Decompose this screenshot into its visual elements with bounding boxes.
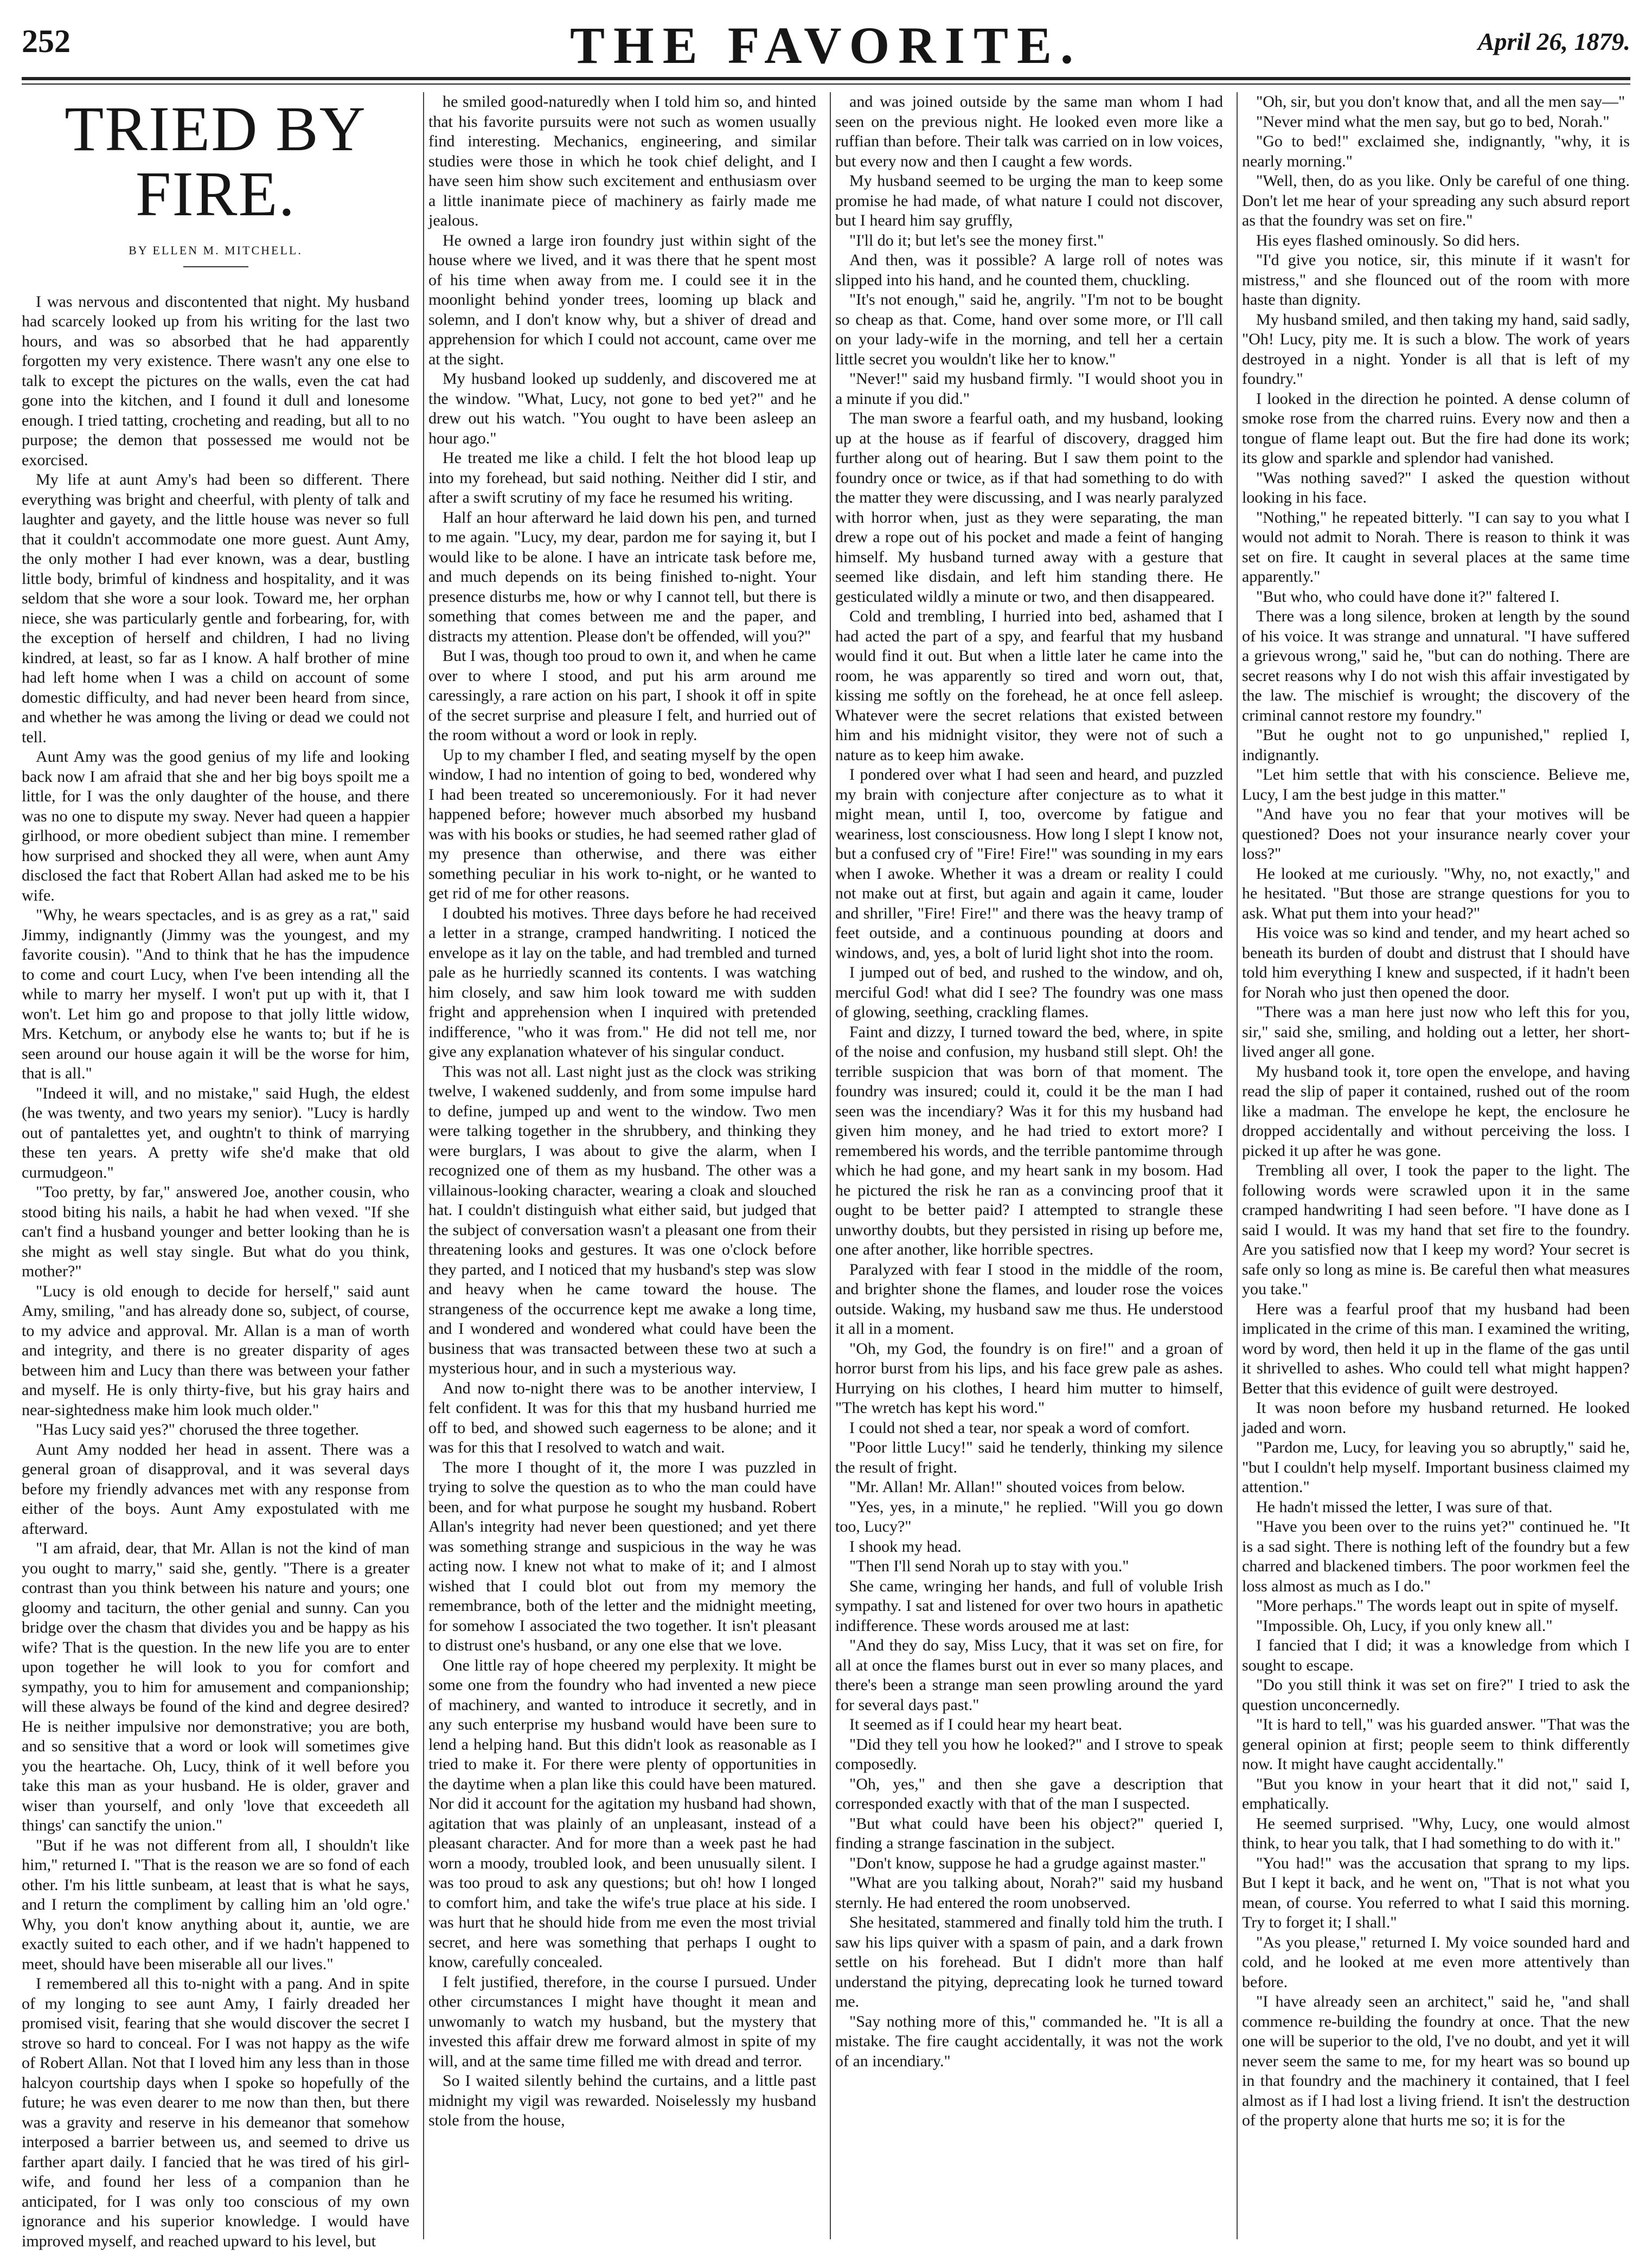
article-paragraph: One little ray of hope cheered my perplexity. It might be some one from the foundry who had invented a new piece of machinery, and wanted to introduce it secretly, and in any such enterprise my husband would have been sure to lend a helping hand. But this didn't look as reasonable as I tried to make it. For there were plenty of opportunities in the daytime when a plan like this could have been matured. Nor did it account for the agitation my husband had shown, agitation that was plainly of an unpleasant, instead of a pleasant character. And for more than a week past he had worn a moody, troubled look, and been unusually silent. I was too proud to ask any questions; but oh! how I longed to comfort him, and take the wife's true place at his side. I was hurt that he should hide from me even the most trivial secret, and here was something that perhaps I ought to know, carefully concealed. <box>428 1656 816 1971</box>
article-paragraph: His voice was so kind and tender, and my heart ached so beneath its burden of doubt and distrust that I should have told him everything I knew and suspected, if it hadn't been for Norah who just then opened the door. <box>1242 924 1630 1001</box>
article-column-2 <box>428 92 816 2239</box>
article-paragraph: "Never!" said my husband firmly. "I would shoot you in a minute if you did." <box>835 370 1223 408</box>
article-paragraph: My husband smiled, and then taking my hand, said sadly, "Oh! Lucy, pity me. It is such a blow. The work of years destroyed in a night. Yonder is all that is left of my foundry." <box>1242 310 1630 388</box>
article-paragraph: My husband seemed to be urging the man to keep some promise he had made, of what nature I could not discover, but I heard him say gruffly, <box>835 172 1223 229</box>
article-paragraph: And now to-night there was to be another interview, I felt confident. It was for this that my husband hurried me off to bed, and showed such eagerness to be alone; and it was for this that I resolved to watch and wait. <box>428 1379 816 1456</box>
page-header <box>22 15 1630 75</box>
article-paragraph: "Never mind what the men say, but go to bed, Norah." <box>1256 112 1610 131</box>
article-paragraph: There was a long silence, broken at length by the sound of his voice. It was strange and unnatural. "I have suffered a grievous wrong," said he, "but can do nothing. There are secret reasons why I do not wish this affair investigated by the law. The mischief is wrought; the discovery of the criminal cannot restore my foundry." <box>1242 607 1630 724</box>
article-paragraph: he smiled good-naturedly when I told him so, and hinted that his favorite pursuits were not such as women usually find interesting. Mechanics, engineering, and similar studies were those in which he took chief delight, and I have seen him show such excitement and enthusiasm over a little inanimate piece of machinery as fairly made me jealous. <box>428 93 816 229</box>
article-paragraph: "Yes, yes, in a minute," he replied. "Will you go down too, Lucy?" <box>835 1498 1223 1535</box>
article-paragraph: "Mr. Allan! Mr. Allan!" shouted voices from below. <box>849 1478 1186 1496</box>
column-text <box>1242 92 1630 2131</box>
article-paragraph: My life at aunt Amy's had been so different. There everything was bright and cheerful, with plenty of talk and laughter and gayety, and the little house was never so full that it couldn't accommodate one more guest. Aunt Amy, the only mother I had ever known, was a dear, bustling little body, brimful of kindness and hospitality, and it was seldom that she wore a sour look. Toward me, her orphan niece, she was particularly gentle and forbearing, for, with the exception of herself and children, I had no living kindred, at least, so far as I know. A half brother of mine had left home when I was a child on account of some domestic difficulty, and had never been heard from since, and whether he was among the living or dead we could not tell. <box>22 471 409 746</box>
article-paragraph: It was noon before my husband returned. He looked jaded and worn. <box>1242 1399 1630 1437</box>
article-paragraph: Paralyzed with fear I stood in the middle of the room, and brighter shone the flames, and louder rose the voices outside. Waking, my husband saw me thus. He understood it all in a moment. <box>835 1260 1223 1338</box>
article-paragraph: "More perhaps." The words leapt out in spite of myself. <box>1256 1597 1618 1615</box>
article-title: TRIED BY FIRE. <box>65 93 367 229</box>
article-paragraph: "Nothing," he repeated bitterly. "I can say to you what I would not admit to Norah. There is reason to think it was set on fire. It caught in several places at the same time apparently." <box>1242 508 1630 586</box>
header-rule-thin <box>22 83 1630 85</box>
article-paragraph: I fancied that I did; it was a knowledge from which I sought to escape. <box>1242 1636 1630 1674</box>
article-column-4 <box>1242 92 1630 2239</box>
article-paragraph: "Have you been over to the ruins yet?" continued he. "It is a sad sight. There is nothing left of the foundry but a few charred and blackened timbers. The poor workmen feel the loss almost as much as I do." <box>1242 1518 1630 1595</box>
article-paragraph: "It's not enough," said he, angrily. "I'm not to be bought so cheap as that. Come, hand over some more, or I'll call on your lady-wife in the morning, and tell her a certain little secret you wouldn't like her to know." <box>835 291 1223 368</box>
article-paragraph: "And they do say, Miss Lucy, that it was set on fire, for all at once the flames burst out in ever so many places, and there's been a strange man seen prowling around the yard for several days past." <box>835 1636 1223 1714</box>
article-paragraph: "There was a man here just now who left this for you, sir," said she, smiling, and holding out a letter, her short-lived anger all gone. <box>1242 1003 1630 1061</box>
article-paragraph: "Why, he wears spectacles, and is as grey as a rat," said Jimmy, indignantly (Jimmy was the youngest, and my favorite cousin). "And to think that he has the impudence to come and court Lucy, when I've been intending all the while to marry her myself. I won't put up with it, that I won't. Let him go and propose to that jolly little widow, Mrs. Ketchum, or anybody else he wants to; but if he is seen around our house again it will be the worse for him, that is all." <box>22 906 409 1082</box>
article-paragraph: "But if he was not different from all, I shouldn't like him," returned I. "That is the reason we are so fond of each other. I'm his little sunbeam, at least that is what he says, and I return the compliment by calling him an 'old ogre.' Why, you don't know anything about it, auntie, we are exactly suited to each other, and if we hadn't happened to meet, should have been miserable all our lives." <box>22 1836 409 1973</box>
column-divider <box>423 92 424 2239</box>
article-paragraph: "Go to bed!" exclaimed she, indignantly, "why, it is nearly morning." <box>1242 132 1630 170</box>
article-paragraph: She came, wringing her hands, and full of voluble Irish sympathy. I sat and listened for over two hours in apathetic indifference. These words aroused me at last: <box>835 1577 1223 1635</box>
article-paragraph: "And have you no fear that your motives will be questioned? Does not your insurance nearly cover your loss?" <box>1242 805 1630 863</box>
article-paragraph: "Don't know, suppose he had a grudge against master." <box>849 1854 1206 1872</box>
article-paragraph: "You had!" was the accusation that sprang to my lips. But I kept it back, and he went on, "That is not what you mean, of course. You referred to what I said this morning. Try to forget it; I shall." <box>1242 1854 1630 1931</box>
article-paragraph: "Indeed it will, and no mistake," said Hugh, the eldest (he was twenty, and two years my senior). "Lucy is hardly out of pantalettes yet, and oughtn't to think of marrying these ten years. A pretty wife she'd make that old curmudgeon." <box>22 1084 409 1181</box>
article-paragraph: "It is hard to tell," was his guarded answer. "That was the general opinion at first; people seem to think differently now. It might have caught accidentally." <box>1242 1716 1630 1773</box>
article-paragraph: "Was nothing saved?" I asked the question without looking in his face. <box>1242 468 1630 506</box>
article-paragraph: He hadn't missed the letter, I was sure of that. <box>1256 1498 1553 1516</box>
issue-date: April 26, 1879. <box>1477 28 1630 55</box>
article-paragraph: and was joined outside by the same man whom I had seen on the previous night. He looked even more like a ruffian than before. Their talk was carried on in low voices, but every now and then I caught a few words. <box>835 93 1223 170</box>
column-divider <box>830 92 831 2239</box>
masthead: THE FAVORITE. <box>569 16 1083 74</box>
article-paragraph: "Say nothing more of this," commanded he. "It is all a mistake. The fire caught accidentally, it was not the work of an incendiary." <box>835 2012 1223 2070</box>
column-divider <box>1237 92 1238 2239</box>
article-paragraph: Aunt Amy was the good genius of my life and looking back now I am afraid that she and her big boys spoilt me a little, for I was the only daughter of the house, and there was no one to dispute my sway. Never had queen a happier girlhood, or more obedient subject than mine. I remember how surprised and shocked they all were, when aunt Amy disclosed the fact that Robert Allan had asked me to be his wife. <box>22 748 409 904</box>
article-paragraph: "But what could have been his object?" queried I, finding a strange fascination in the subject. <box>835 1814 1223 1852</box>
article-paragraph: But I was, though too proud to own it, and when he came over to where I stood, and put his arm around me caressingly, a rare action on his part, I shook it off in spite of the secret surprise and pleasure I felt, and hurried out of the room without a word or look in reply. <box>428 647 816 744</box>
article-paragraph: Faint and dizzy, I turned toward the bed, where, in spite of the noise and confusion, my husband still slept. Oh! the terrible suspicion that was born of that moment. The foundry was insured; could it, could it be the man I had seen was the incendiary? Was it for this my husband had given him money, and he had tried to extort more? I remembered his words, and the terrible pantomime through which he had gone, and my heart sank in my bosom. Had he pictured the risk he ran as a convincing proof that it ought to be better paid? I attempted to strangle these unworthy doubts, but they persisted in rising up before me, one after another, like horrible spectres. <box>835 1023 1223 1258</box>
article-paragraph: The man swore a fearful oath, and my husband, looking up at the house as if fearful of discovery, dragged him further along out of hearing. But I saw them point to the foundry once or twice, as if that had something to do with the matter they were discussing, and I was nearly paralyzed with horror when, just as they were separating, the man drew a rope out of his pocket and made a feint of hanging himself. My husband turned away with a gesture that seemed like disdain, and left him standing there. He gesticulated wildly a minute or two, and then disappeared. <box>835 409 1223 606</box>
article-paragraph: "But you know in your heart that it did not," said I, emphatically. <box>1242 1775 1630 1813</box>
article-paragraph: I doubted his motives. Three days before he had received a letter in a strange, cramped handwriting. I noticed the envelope as it lay on the table, and had trembled and turned pale as he hurriedly scanned its contents. I was watching him closely, and saw him look toward me with sudden fright and apprehension when I inquired with pretended indifference, "who it was from." He did not tell me, nor give any explanation whatever of his singular conduct. <box>428 904 816 1061</box>
article-paragraph: "Poor little Lucy!" said he tenderly, thinking my silence the result of fright. <box>835 1438 1223 1476</box>
article-paragraph: "But who, who could have done it?" faltered I. <box>1256 587 1560 606</box>
article-paragraph: "Oh, sir, but you don't know that, and all the men say—" <box>1256 93 1625 111</box>
article-paragraph: "Let him settle that with his conscience. Believe me, Lucy, I am the best judge in this matter." <box>1242 766 1630 804</box>
article-paragraph: "Oh, yes," and then she gave a description that corresponded exactly with that of the man I suspected. <box>835 1775 1223 1813</box>
article-paragraph: He owned a large iron foundry just within sight of the house where we lived, and it was there that he spent most of his time when away from me. I could see it in the moonlight behind yonder trees, looming up black and solemn, and I don't know why, but a shiver of dread and apprehension for which I could not account, came over me at the sight. <box>428 231 816 368</box>
article-paragraph: I was nervous and discontented that night. My husband had scarcely looked up from his writing for the last two hours, and was so absorbed that he had apparently forgotten my very existence. There wasn't any one else to talk to except the pictures on the walls, even the cat had gone into the kitchen, and I found it dull and lonesome enough. I tried tatting, crocheting and reading, but all to no purpose; the demon that possessed me would not be exorcised. <box>22 292 409 469</box>
article-paragraph: "Lucy is old enough to decide for herself," said aunt Amy, smiling, "and has already done so, subject, of course, to my advice and approval. Mr. Allan is a man of worth and integrity, and there is no greater disparity of ages between him and Lucy than there was between your father and myself. He is only thirty-five, but his gray hairs and near-sightedness make him look much older." <box>22 1282 409 1419</box>
article-paragraph: "Too pretty, by far," answered Joe, another cousin, who stood biting his nails, a habit he had when vexed. "If she can't find a husband younger and better looking than he is she might as well stay single. But what do you think, mother?" <box>22 1183 409 1280</box>
article-paragraph: "Do you still think it was set on fire?" I tried to ask the question unconcernedly. <box>1242 1676 1630 1714</box>
article-paragraph: Aunt Amy nodded her head in assent. There was a general groan of disapproval, and it was several days before my friendly advances met with any response from either of the boys. Aunt Amy expostulated with me afterward. <box>22 1440 409 1538</box>
article-paragraph: Here was a fearful proof that my husband had been implicated in the crime of this man. I examined the writing, word by word, then held it up in the flame of the gas until it shrivelled to ashes. Who could tell what might happen? Better that this evidence of guilt were destroyed. <box>1242 1300 1630 1397</box>
article-column-1 <box>22 92 409 2250</box>
article-paragraph: "Well, then, do as you like. Only be careful of one thing. Don't let me hear of your spreading any such absurd report as that the foundry was set on fire." <box>1242 172 1630 229</box>
article-paragraph: "What are you talking about, Norah?" said my husband sternly. He had entered the room unobserved. <box>835 1874 1223 1912</box>
article-paragraph: Trembling all over, I took the paper to the light. The following words were scrawled upon it in the same cramped handwriting I had seen before. "I have done as I said I would. It was my hand that set fire to the foundry. Are you satisfied now that I keep my word? Your secret is safe only so long as mine is. Be careful then what measures you take." <box>1242 1161 1630 1298</box>
article-paragraph: "I'll do it; but let's see the money first." <box>849 231 1104 249</box>
article-paragraph: "Pardon me, Lucy, for leaving you so abruptly," said he, "but I couldn't help myself. Important business claimed my attention." <box>1242 1438 1630 1496</box>
article-paragraph: I felt justified, therefore, in the course I pursued. Under other circumstances I might have thought it mean and unwomanly to watch my husband, but the mystery that invested this affair drew me forward almost in spite of my will, and at the same time filled me with dread and terror. <box>428 1973 816 2070</box>
article-paragraph: "Did they tell you how he looked?" and I strove to speak composedly. <box>835 1735 1223 1773</box>
article-paragraph: I looked in the direction he pointed. A dense column of smoke rose from the charred ruins. Every now and then a tongue of flame leapt out. But the fire had done its work; its glow and sparkle and splendor had vanished. <box>1242 389 1630 467</box>
article-paragraph: "I'd give you notice, sir, this minute if it wasn't for mistress," and she flounced out of the room with more haste than dignity. <box>1242 251 1630 309</box>
article-paragraph: He seemed surprised. "Why, Lucy, one would almost think, to hear you talk, that I had something to do with it." <box>1242 1814 1630 1852</box>
article-byline: BY ELLEN M. MITCHELL. <box>129 243 303 257</box>
article-paragraph: I pondered over what I had seen and heard, and puzzled my brain with conjecture after conjecture as to what it might mean, until I, too, overcome by fatigue and weariness, lost consciousness. How long I slept I know not, but a confused cry of "Fire! Fire!" was sounding in my ears when I awoke. Whether it was a dream or reality I could not make out at first, but again and again it came, louder and shriller, "Fire! Fire!" and there was the heavy tramp of feet outside, and a continuous pounding at doors and windows, and, yes, a bolt of lurid light shot into the room. <box>835 766 1223 962</box>
byline-rule <box>183 266 248 267</box>
article-paragraph: She hesitated, stammered and finally told him the truth. I saw his lips quiver with a spasm of pain, and a dark frown settle on his forehead. But I didn't more than half understand the pitying, deprecating look he turned toward me. <box>835 1913 1223 2010</box>
article-paragraph: I remembered all this to-night with a pang. And in spite of my longing to see aunt Amy, I fairly dreaded her promised visit, fearing that she would discover the secret I strove so hard to conceal. For I was not happy as the wife of Robert Allan. Not that I loved him any less than in those halcyon courtship days when I spoke so hopefully of the future; he was even dearer to me now than then, but there was a gravity and reserve in his demeanor that somehow interposed a barrier between us, and seemed to drive us farther apart daily. I fancied that he was tired of his girl-wife, and found her less of a companion than he anticipated, for I was only too conscious of my own ignorance and his superior knowledge. I would have improved myself, and reached upward to his level, but <box>22 1975 409 2250</box>
article-paragraph: I jumped out of bed, and rushed to the window, and oh, merciful God! what did I see? The foundry was one mass of glowing, seething, crackling flames. <box>835 963 1223 1021</box>
article-paragraph: "But he ought not to go unpunished," replied I, indignantly. <box>1242 726 1630 764</box>
article-paragraph: "As you please," returned I. My voice sounded hard and cold, and he looked at me even more attentively than before. <box>1242 1933 1630 1991</box>
article-paragraph: This was not all. Last night just as the clock was striking twelve, I wakened suddenly, and from some impulse hard to define, jumped up and went to the window. Two men were talking together in the shrubbery, and thinking they were burglars, I was about to give the alarm, when I recognized one of them as my husband. The other was a villainous-looking character, wearing a cloak and slouched hat. I couldn't distinguish what either said, but judged that the subject of conversation wasn't a pleasant one from their threatening looks and gestures. It was one o'clock before they parted, and I noticed that my husband's step was slow and heavy when he came toward the house. The strangeness of the occurrence kept me awake a long time, and I wondered and wondered what could have been the business that was transacted between these two at such a mysterious hour, and in such a mysterious way. <box>428 1062 816 1377</box>
article-paragraph: "I am afraid, dear, that Mr. Allan is not the kind of man you ought to marry," said she, gently. "There is a greater contrast than you think between his nature and yours; one gloomy and taciturn, the other genial and sunny. Can you bridge over the chasm that divides you and be happy as his wife? That is the question. In the new life you are to enter upon together he will look to you for comfort and sympathy, you to him for amusement and companionship; will these always be found of the kind and degree desired? He is neither impulsive nor demonstrative; you are both, and so sensitive that a word or look will sometimes give you the heartache. Oh, Lucy, think of it well before you take this man as your husband. He is older, graver and wiser than yourself, and only 'love that exceedeth all things' can sanctify the union." <box>22 1539 409 1834</box>
column-text <box>428 92 816 2131</box>
page-number: 252 <box>22 23 71 59</box>
article-paragraph: My husband took it, tore open the envelope, and having read the slip of paper it contained, rushed out of the room like a madman. The envelope he kept, the enclosure he dropped accidentally and without perceiving the loss. I picked it up after he was gone. <box>1242 1062 1630 1160</box>
article-paragraph: My husband looked up suddenly, and discovered me at the window. "What, Lucy, not gone to bed yet?" and he drew out his watch. "You ought to have been asleep an hour ago." <box>428 370 816 447</box>
article-paragraph: "Impossible. Oh, Lucy, if you only knew all." <box>1256 1616 1553 1635</box>
article-column-3 <box>835 92 1223 2239</box>
article-paragraph: So I waited silently behind the curtains, and a little past midnight my vigil was rewarded. Noiselessly my husband stole from the house, <box>428 2072 816 2129</box>
column-text <box>835 92 1223 2071</box>
article-paragraph: I shook my head. <box>849 1537 962 1556</box>
article-paragraph: "Oh, my God, the foundry is on fire!" and a groan of horror burst from his lips, and his face grew pale as ashes. Hurrying on his clothes, I heard him mutter to himself, "The wretch has kept his word." <box>835 1339 1223 1417</box>
article-paragraph: He looked at me curiously. "Why, no, not exactly," and he hesitated. "But those are strange questions for you to ask. What put them into your head?" <box>1242 864 1630 922</box>
article-paragraph: I could not shed a tear, nor speak a word of comfort. <box>849 1418 1190 1437</box>
article-paragraph: Up to my chamber I fled, and seating myself by the open window, I had no intention of going to bed, wondered why I had been treated so unceremoniously. For it had never happened before; however much absorbed my husband was with his books or studies, he had seemed rather glad of my presence than otherwise, and there was either something peculiar in his work to-night, or he wanted to get rid of me for other reasons. <box>428 746 816 902</box>
article-paragraph: "I have already seen an architect," said he, "and shall commence re-building the foundry at once. That the new one will be superior to the old, I've no doubt, and yet it will never seem the same to me, for my heart was so bound up in that foundry and the machinery it contained, that I feel almost as if I had lost a living friend. It isn't the destruction of the property alone that hurts me so; it is for the <box>1242 1993 1630 2129</box>
article-paragraph: He treated me like a child. I felt the hot blood leap up into my forehead, but said nothing. Neither did I stir, and after a swift scrutiny of my face he resumed his writing. <box>428 449 816 506</box>
article-paragraph: "Then I'll send Norah up to stay with you." <box>849 1557 1129 1575</box>
article-paragraph: Half an hour afterward he laid down his pen, and turned to me again. "Lucy, my dear, pardon me for saying it, but I would like to be alone. I have an intricate task before me, and much depends on its being finished to-night. Your presence disturbs me, how or why I cannot tell, but there is something that comes between me and the paper, and distracts my attention. Please don't be offended, will you?" <box>428 508 816 645</box>
article-paragraph: It seemed as if I could hear my heart beat. <box>849 1716 1123 1733</box>
header-rule <box>22 77 1630 80</box>
article-paragraph: His eyes flashed ominously. So did hers. <box>1256 231 1520 249</box>
article-paragraph: "Has Lucy said yes?" chorused the three together. <box>36 1421 359 1438</box>
article-paragraph: Cold and trembling, I hurried into bed, ashamed that I had acted the part of a spy, and fearful that my husband would find it out. But when a little later he came into the room, he was apparently so tired and worn out, that, kissing me softly on the forehead, he at once fell asleep. Whatever were the secret relations that existed between him and his midnight visitor, they were not of such a nature as to keep him awake. <box>835 607 1223 764</box>
article-paragraph: And then, was it possible? A large roll of notes was slipped into his hand, and he counted them, chuckling. <box>835 251 1223 289</box>
column-text <box>22 292 409 2252</box>
article-paragraph: The more I thought of it, the more I was puzzled in trying to solve the question as to who the man could have been, and for what purpose he sought my husband. Robert Allan's integrity had never been questioned; and yet there was something strange and suspicious in the way he was acting now. I knew not what to make of it; and I almost wished that I could blot out from my memory the remembrance, both of the letter and the midnight meeting, for somehow I associated the two together. It isn't pleasant to distrust one's husband, or any one else that we love. <box>428 1458 816 1654</box>
